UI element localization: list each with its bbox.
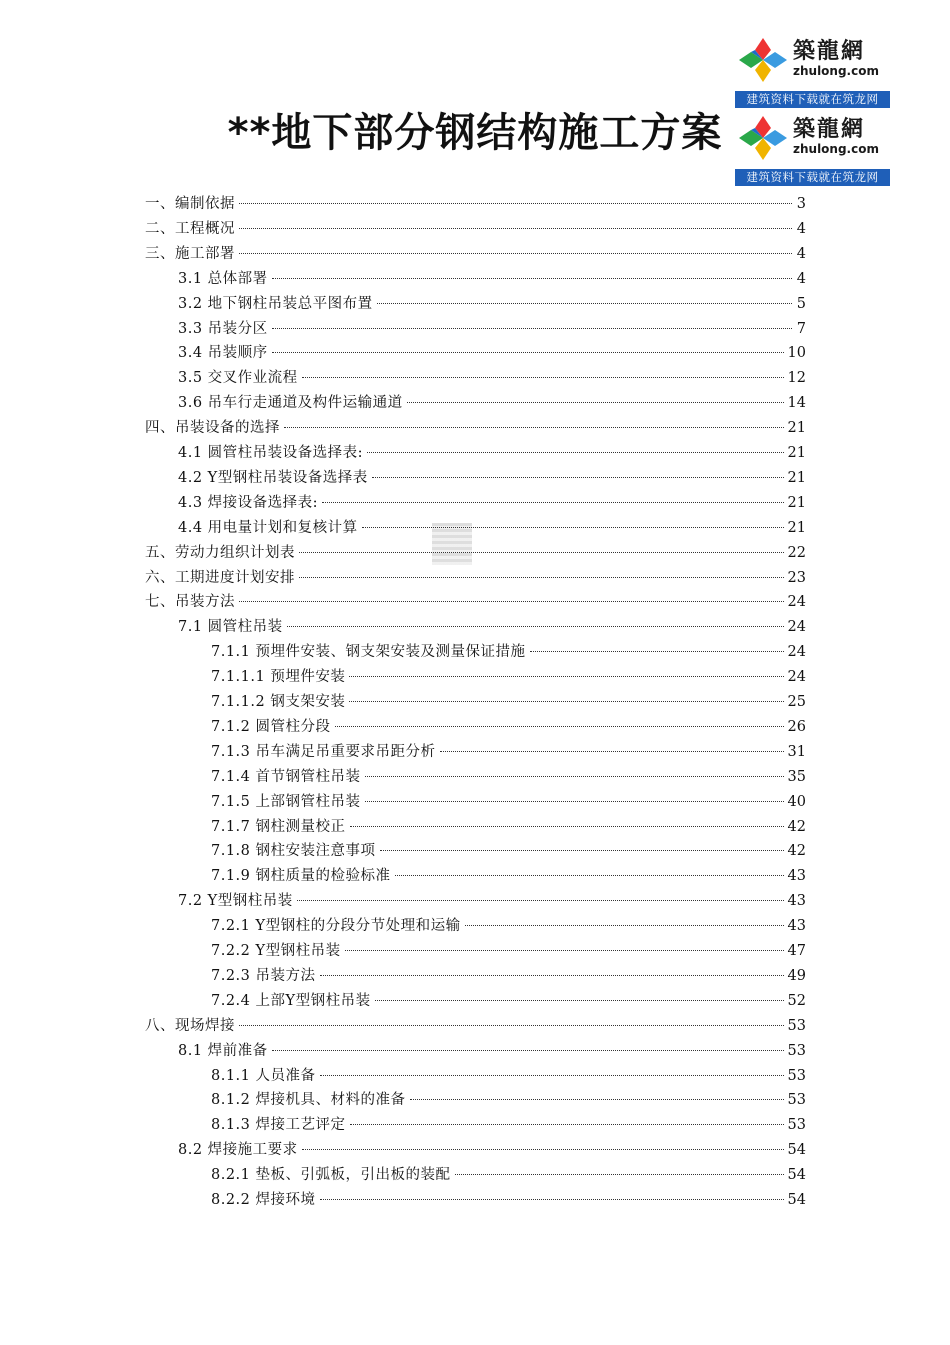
toc-leader-dots xyxy=(365,776,784,777)
toc-entry[interactable] xyxy=(145,1014,806,1039)
toc-entry[interactable] xyxy=(145,416,806,441)
toc-entry-label: 7.2.3 吊装方法 xyxy=(211,967,316,984)
toc-entry-label: 7.2.4 上部Y型钢柱吊装 xyxy=(211,992,371,1009)
toc-leader-dots xyxy=(284,427,784,428)
toc-leader-dots xyxy=(440,751,784,752)
logo-name-cn: 築龍網 xyxy=(793,39,866,64)
toc-entry-label: 8.2.2 焊接环境 xyxy=(211,1192,316,1208)
toc-leader-dots xyxy=(380,850,784,851)
toc-entry-page: 54 xyxy=(787,1167,806,1184)
toc-entry-label: 8.1 焊前准备 xyxy=(178,1042,268,1059)
toc-entry-label: 4.2 Y型钢柱吊装设备选择表 xyxy=(178,469,368,486)
toc-entry-label: 3.6 吊车行走通道及构件运输通道 xyxy=(178,395,403,412)
toc-entry-label: 7.1 圆管柱吊装 xyxy=(178,619,283,636)
toc-entry-page: 49 xyxy=(787,967,806,984)
toc-entry-page: 21 xyxy=(787,494,806,511)
toc-entry-label: 7.1.2 圆管柱分段 xyxy=(211,718,331,735)
toc-entry[interactable] xyxy=(211,815,806,840)
toc-leader-dots xyxy=(320,1199,784,1200)
toc-entry[interactable] xyxy=(178,391,806,416)
toc-leader-dots xyxy=(272,352,784,353)
toc-leader-dots xyxy=(377,303,792,304)
toc-entry[interactable] xyxy=(211,740,806,765)
toc-entry-label: 六、工期进度计划安排 xyxy=(145,569,295,586)
toc-entry-label: 7.1.4 首节钢管柱吊装 xyxy=(211,768,361,785)
toc-leader-dots xyxy=(322,502,783,503)
toc-entry-page: 4 xyxy=(796,220,806,237)
toc-entry[interactable] xyxy=(178,1039,806,1064)
toc-entry[interactable] xyxy=(211,765,806,790)
toc-entry-label: 五、劳动力组织计划表 xyxy=(145,544,295,561)
toc-leader-dots xyxy=(297,900,784,901)
toc-entry[interactable] xyxy=(178,292,806,317)
toc-entry-page: 42 xyxy=(787,818,806,835)
toc-entry-page: 26 xyxy=(787,718,806,735)
toc-entry-label: 8.1.3 焊接工艺评定 xyxy=(211,1117,346,1134)
toc-entry-page: 24 xyxy=(787,594,806,611)
toc-entry-page: 4 xyxy=(796,245,806,262)
toc-leader-dots xyxy=(239,601,784,602)
toc-leader-dots xyxy=(375,1000,784,1001)
toc-entry-page: 5 xyxy=(796,295,806,312)
toc-leader-dots xyxy=(345,950,784,951)
toc-leader-dots xyxy=(272,278,792,279)
toc-entry[interactable] xyxy=(211,839,806,864)
toc-entry-label: 八、现场焊接 xyxy=(145,1017,235,1034)
toc-leader-dots xyxy=(367,452,783,453)
zhulong-logo-top xyxy=(735,32,890,108)
toc-entry[interactable] xyxy=(211,1188,806,1213)
toc-leader-dots xyxy=(320,975,784,976)
toc-leader-dots xyxy=(272,1050,784,1051)
toc-entry[interactable] xyxy=(178,1138,806,1163)
logo-domain: zhulong.com xyxy=(793,64,879,78)
toc-entry-page: 43 xyxy=(787,868,806,885)
toc-leader-dots xyxy=(410,1099,784,1100)
toc-entry-label: 7.1.9 钢柱质量的检验标准 xyxy=(211,868,391,885)
toc-entry[interactable] xyxy=(145,192,806,217)
toc-entry-label: 8.2.1 垫板、引弧板，引出板的装配 xyxy=(211,1167,451,1184)
toc-leader-dots xyxy=(299,577,784,578)
toc-entry[interactable] xyxy=(145,217,806,242)
toc-entry-page: 31 xyxy=(787,743,806,760)
toc-leader-dots xyxy=(349,676,783,677)
toc-entry-label: 一、编制依据 xyxy=(145,196,235,212)
toc-entry[interactable] xyxy=(178,516,806,541)
toc-entry-label: 7.1.7 钢柱测量校正 xyxy=(211,818,346,835)
toc-entry-label: 7.2 Y型钢柱吊装 xyxy=(178,893,293,910)
toc-entry[interactable] xyxy=(211,1064,806,1089)
toc-leader-dots xyxy=(239,228,792,229)
toc-entry-label: 4.1 圆管柱吊装设备选择表: xyxy=(178,445,364,461)
toc-entry[interactable] xyxy=(145,541,806,566)
toc-entry[interactable] xyxy=(145,590,806,615)
logo-name-cn: 築龍網 xyxy=(793,117,866,142)
toc-entry[interactable] xyxy=(211,964,806,989)
toc-leader-dots xyxy=(350,1124,784,1125)
toc-leader-dots xyxy=(349,701,783,702)
toc-leader-dots xyxy=(530,651,784,652)
toc-entry-page: 21 xyxy=(787,420,806,437)
toc-entry-page: 53 xyxy=(787,1117,806,1134)
toc-entry-page: 47 xyxy=(787,943,806,959)
toc-entry-label: 7.1.1.1 预埋件安装 xyxy=(211,669,346,686)
toc-entry[interactable] xyxy=(211,640,806,665)
toc-entry-page: 35 xyxy=(787,768,806,785)
toc-leader-dots xyxy=(299,552,784,553)
toc-entry[interactable] xyxy=(178,491,806,516)
toc-entry-label: 4.4 用电量计划和复核计算 xyxy=(178,519,358,536)
toc-entry-label: 7.1.8 钢柱安装注意事项 xyxy=(211,843,376,860)
toc-entry-label: 3.3 吊装分区 xyxy=(178,320,268,337)
toc-entry[interactable] xyxy=(211,1113,806,1138)
toc-entry[interactable] xyxy=(211,790,806,815)
toc-entry-label: 七、吊装方法 xyxy=(145,594,235,611)
zhulong-mark-icon xyxy=(737,36,789,84)
toc-entry-label: 4.3 焊接设备选择表: xyxy=(178,494,319,511)
toc-entry-page: 14 xyxy=(787,395,806,412)
toc-leader-dots xyxy=(350,826,784,827)
toc-leader-dots xyxy=(302,1149,784,1150)
toc-entry-label: 3.4 吊装顺序 xyxy=(178,345,268,362)
toc-entry[interactable] xyxy=(211,864,806,889)
toc-leader-dots xyxy=(395,875,784,876)
toc-leader-dots xyxy=(465,925,784,926)
toc-entry-label: 四、吊装设备的选择 xyxy=(145,420,280,437)
toc-leader-dots xyxy=(239,203,792,204)
toc-leader-dots xyxy=(272,328,792,329)
toc-entry[interactable] xyxy=(211,1163,806,1188)
toc-entry[interactable] xyxy=(211,665,806,690)
toc-entry-page: 43 xyxy=(787,893,806,910)
toc-entry-label: 7.1.5 上部钢管柱吊装 xyxy=(211,793,361,810)
toc-entry-page: 21 xyxy=(787,519,806,536)
toc-entry-page: 24 xyxy=(787,644,806,661)
toc-entry[interactable] xyxy=(178,317,806,342)
toc-entry[interactable] xyxy=(178,466,806,491)
toc-leader-dots xyxy=(362,527,784,528)
toc-entry[interactable] xyxy=(211,939,806,964)
toc-entry-page: 21 xyxy=(787,469,806,486)
toc-entry-label: 8.1.1 人员准备 xyxy=(211,1067,316,1084)
toc-entry-page: 54 xyxy=(787,1142,806,1159)
toc-entry-page: 54 xyxy=(787,1192,806,1208)
toc-entry-label: 7.1.1.2 钢支架安装 xyxy=(211,694,346,710)
toc-leader-dots xyxy=(302,377,784,378)
toc-entry[interactable] xyxy=(211,914,806,939)
toc-entry-label: 7.1.3 吊车满足吊重要求吊距分析 xyxy=(211,743,436,760)
toc-entry-label: 三、施工部署 xyxy=(145,245,235,262)
logo-slogan: 建筑资料下载就在筑龙网 xyxy=(735,169,890,186)
toc-entry-page: 24 xyxy=(787,669,806,686)
toc-entry[interactable] xyxy=(178,341,806,366)
toc-entry[interactable] xyxy=(178,441,806,466)
toc-entry-page: 7 xyxy=(796,320,806,337)
toc-entry-page: 53 xyxy=(787,1042,806,1059)
toc-entry-page: 53 xyxy=(787,1017,806,1034)
toc-entry-label: 8.1.2 焊接机具、材料的准备 xyxy=(211,1092,406,1109)
toc-entry-page: 25 xyxy=(787,694,806,710)
toc-entry[interactable] xyxy=(178,366,806,391)
toc-entry-label: 3.5 交叉作业流程 xyxy=(178,370,298,387)
toc-entry-page: 53 xyxy=(787,1092,806,1109)
toc-entry-label: 7.1.1 预埋件安装、钢支架安装及测量保证措施 xyxy=(211,644,526,661)
toc-entry[interactable] xyxy=(211,690,806,715)
toc-entry[interactable] xyxy=(211,715,806,740)
toc-entry[interactable] xyxy=(178,615,806,640)
toc-leader-dots xyxy=(320,1075,784,1076)
logo-domain: zhulong.com xyxy=(793,142,879,156)
toc-entry[interactable] xyxy=(178,889,806,914)
toc-entry-label: 8.2 焊接施工要求 xyxy=(178,1142,298,1159)
toc-entry[interactable] xyxy=(145,566,806,591)
toc-leader-dots xyxy=(335,726,784,727)
toc-entry-page: 52 xyxy=(787,992,806,1009)
toc-leader-dots xyxy=(239,1025,784,1026)
toc-entry-label: 7.2.1 Y型钢柱的分段分节处理和运输 xyxy=(211,918,461,935)
toc-entry-label: 7.2.2 Y型钢柱吊装 xyxy=(211,943,341,959)
toc-entry[interactable] xyxy=(211,1088,806,1113)
toc-entry-page: 12 xyxy=(787,370,806,387)
toc-leader-dots xyxy=(365,801,784,802)
toc-entry-page: 53 xyxy=(787,1067,806,1084)
toc-entry-page: 40 xyxy=(787,793,806,810)
toc-entry-page: 23 xyxy=(787,569,806,586)
toc-entry-label: 3.1 总体部署 xyxy=(178,270,268,287)
toc-entry-page: 22 xyxy=(787,544,806,561)
toc-entry-page: 24 xyxy=(787,619,806,636)
toc-entry[interactable] xyxy=(145,242,806,267)
document-title: **地下部分钢结构施工方案 xyxy=(227,110,723,156)
toc-entry[interactable] xyxy=(178,267,806,292)
toc-leader-dots xyxy=(372,477,784,478)
toc-leader-dots xyxy=(239,253,792,254)
toc-leader-dots xyxy=(455,1174,784,1175)
toc-entry-page: 4 xyxy=(796,270,806,287)
logo-slogan: 建筑资料下载就在筑龙网 xyxy=(735,91,890,108)
toc-leader-dots xyxy=(287,626,784,627)
toc-entry-page: 21 xyxy=(787,445,806,461)
toc-entry-label: 二、工程概况 xyxy=(145,220,235,237)
toc-leader-dots xyxy=(407,402,784,403)
toc-entry[interactable] xyxy=(211,989,806,1014)
toc-entry-page: 10 xyxy=(787,345,806,362)
toc-entry-page: 42 xyxy=(787,843,806,860)
toc-entry-page: 43 xyxy=(787,918,806,935)
toc-entry-label: 3.2 地下钢柱吊装总平图布置 xyxy=(178,295,373,312)
toc-entry-page: 3 xyxy=(796,196,806,212)
